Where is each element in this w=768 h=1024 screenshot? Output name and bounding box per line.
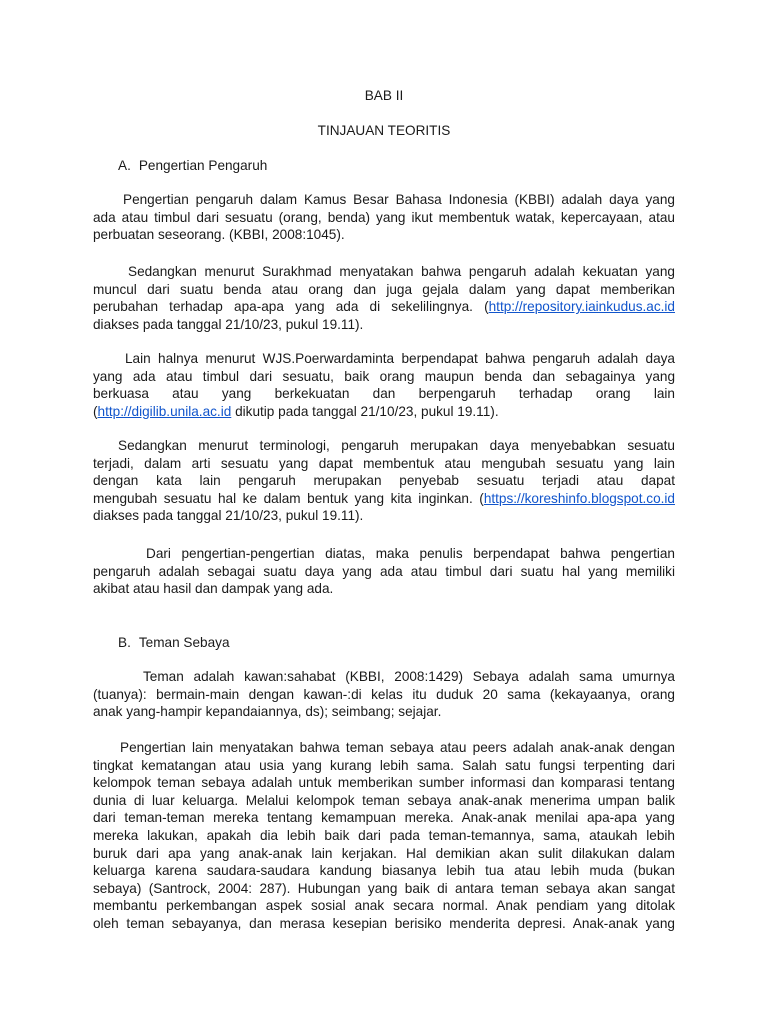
text-line: kelompok teman sebaya adalah untuk memberikan sumber informasi dan komparasi tentang (93, 775, 675, 791)
text-line: anak yang-hampir kepandaiannya, ds); seimbang; sejajar. (93, 704, 442, 720)
paragraph-2 (93, 263, 675, 333)
text-line: dengan kata lain pengaruh merupakan penyebab sesuatu terjadi atau dapat (93, 473, 675, 489)
paragraph-7 (93, 739, 675, 933)
koreshinfo-link[interactable]: https://koreshinfo.blogspot.co.id (483, 490, 675, 506)
text-line: Sedangkan menurut terminologi, pengaruh merupakan daya menyebabkan sesuatu (118, 438, 675, 453)
text-line: diakses pada tanggal 21/10/23, pukul 19.11). (93, 316, 364, 332)
text-line: pengaruh adalah sebagai suatu daya yang ada atau timbul dari suatu hal yang memiliki (93, 563, 675, 579)
text-line: sebaya) (Santrock, 2004: 287). Hubungan yang baik di antara teman sebaya akan sangat (93, 880, 675, 896)
text-line: ada atau timbul dari sesuatu (orang, benda) yang ikut membentuk watak, kepercayaan, atau (93, 209, 675, 225)
paragraph-6 (93, 668, 675, 721)
chapter-title: TINJAUAN TEORITIS (317, 123, 451, 138)
text-line: keluarga karena saudara-saudara kandung biasanya lebih tua atau lebih muda (bukan (93, 863, 675, 879)
section-b-title: Teman Sebaya (138, 635, 230, 650)
section-b-heading (118, 634, 230, 652)
paragraph-4 (93, 437, 675, 525)
text-line: buruk dari apa yang anak-anak lain kerjakan. Hal demikian akan sulit dilakukan dalam (93, 845, 675, 861)
text-line: diakses pada tanggal 21/10/23, pukul 19.11). (93, 508, 364, 524)
text-line: Pengertian pengaruh dalam Kamus Besar Bahasa Indonesia (KBBI) adalah daya yang (123, 192, 675, 207)
paragraph-5 (93, 545, 675, 598)
text-line: muncul dari suatu benda atau orang dan juga gejala dalam yang dapat memberikan (93, 281, 675, 297)
paragraph-1 (93, 191, 675, 244)
text-line: dunia di luar keluarga. Melalui kelompok teman sebaya anak-anak menerima umpan balik (93, 792, 675, 808)
text-line: perubahan terhadap apa-apa yang ada di sekelilingnya. (http://repository.iainkudus.ac.id (93, 299, 675, 315)
text-line: terjadi, dalam arti sesuatu yang dapat membentuk atau mengubah sesuatu yang lain (93, 455, 675, 471)
paragraph-3 (93, 350, 675, 420)
text-line: Dari pengertian-pengertian diatas, maka penulis berpendapat bahwa pengertian (146, 546, 675, 561)
text-line: yang ada atau timbul dari sesuatu, baik orang maupun benda dan sebagainya yang (93, 368, 675, 384)
text-line: Teman adalah kawan:sahabat (KBBI, 2008:1429) Sebaya adalah sama umurnya (143, 669, 675, 684)
section-a-title: Pengertian Pengaruh (138, 158, 268, 173)
text-line: Pengertian lain menyatakan bahwa teman sebaya atau peers adalah anak-anak dengan (120, 740, 675, 755)
text-line: perbuatan seseorang. (KBBI, 2008:1045). (93, 227, 345, 243)
text-line: Lain halnya menurut WJS.Poerwardaminta berpendapat bahwa pengaruh adalah daya (125, 351, 675, 366)
chapter-label: BAB II (364, 88, 404, 103)
section-a-heading (118, 157, 267, 175)
text-line: berkuasa atau yang berkekuatan dan berpengaruh terhadap orang lain (93, 386, 675, 402)
text-line: (http://digilib.unila.ac.id dikutip pada tanggal 21/10/23, pukul 19.11). (93, 403, 499, 419)
text-line: oleh teman sebayanya, dan merasa kesepian berisiko menderita depresi. Anak-anak yang (93, 915, 675, 931)
text-line: membantu perkembangan aspek sosial anak secara normal. Anak pendiam yang ditolak (93, 898, 675, 914)
section-b-marker: B. (118, 635, 131, 650)
text-line: tingkat kematangan atau usia yang kurang lebih sama. Salah satu fungsi terpenting dari (93, 757, 675, 773)
section-a-marker: A. (118, 158, 131, 173)
text-line: dari teman-teman mereka tentang kemampuan mereka. Anak-anak menilai apa-apa yang (93, 810, 675, 826)
digilib-link[interactable]: http://digilib.unila.ac.id (97, 403, 232, 419)
text-line: mengubah sesuatu hal ke dalam bentuk yang kita inginkan. (https://koreshinfo.blogspot.co.id (93, 490, 675, 506)
text-line: Sedangkan menurut Surakhmad menyatakan bahwa pengaruh adalah kekuatan yang (128, 264, 675, 279)
text-line: mereka lakukan, apakah dia lebih baik dari pada teman-temannya, sama, ataukah lebih (93, 827, 675, 843)
text-line: akibat atau hasil dan dampak yang ada. (93, 581, 334, 597)
repository-link[interactable]: http://repository.iainkudus.ac.id (488, 299, 675, 315)
text-line: (tuanya): bermain-main dengan kawan-:di kelas itu duduk 20 sama (kekayaanya, orang (93, 686, 675, 702)
